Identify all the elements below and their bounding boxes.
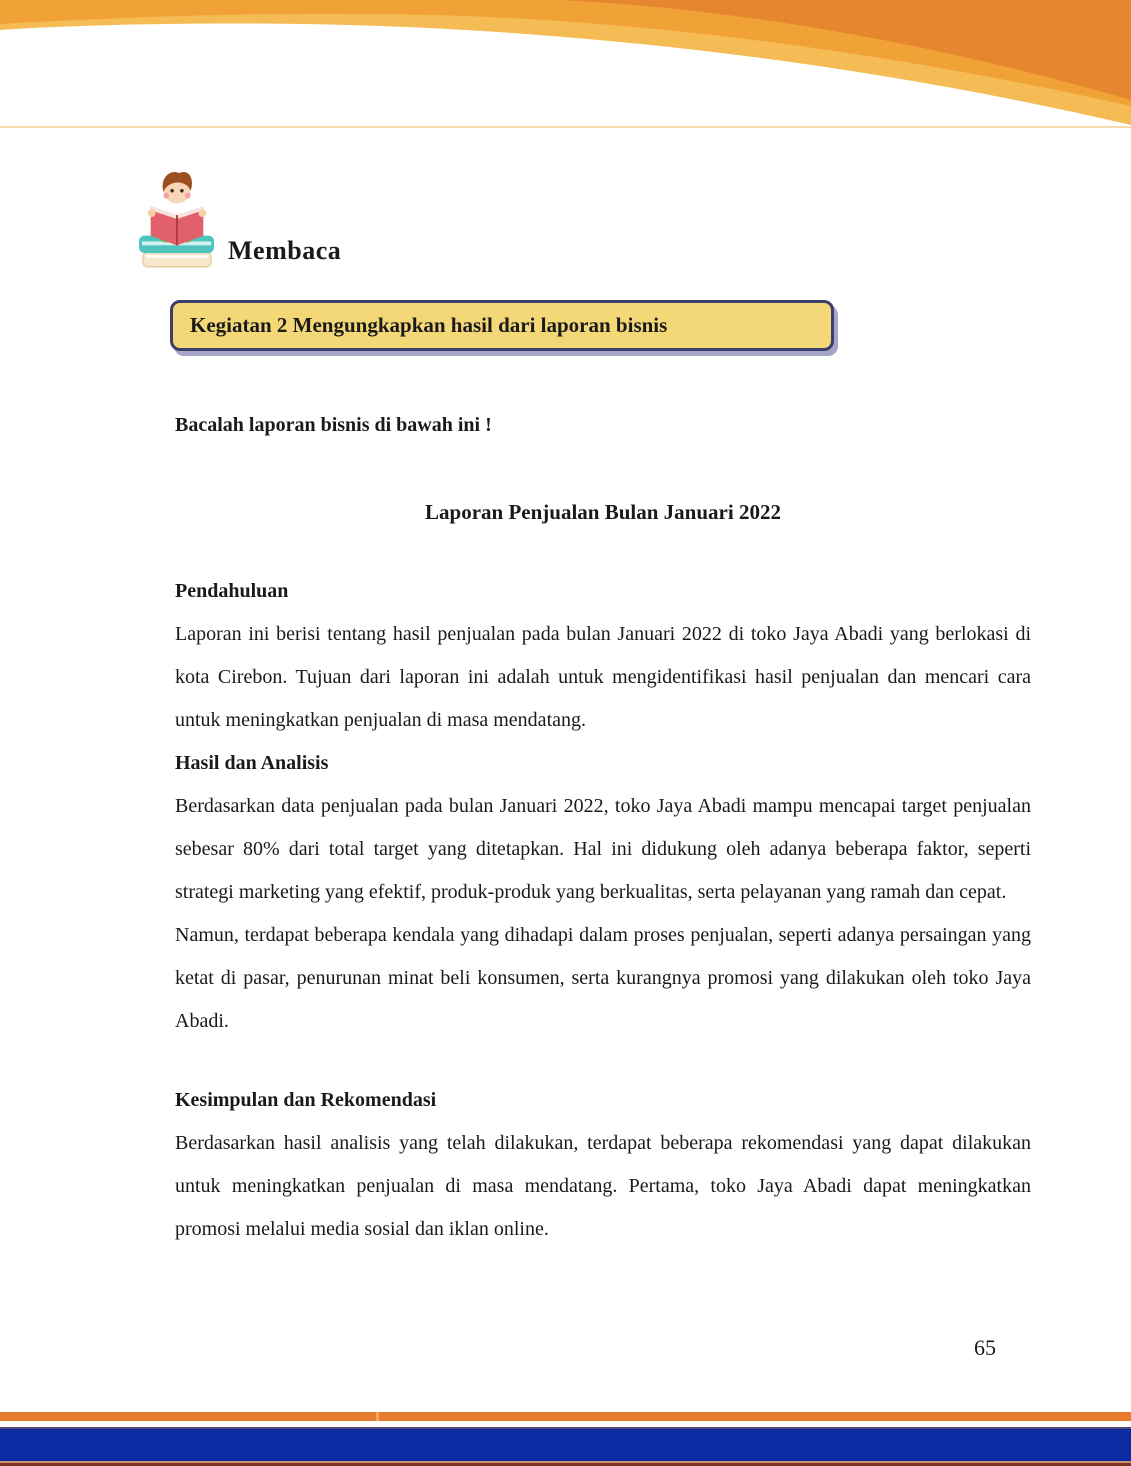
membaca-section-header [138,168,341,270]
section-heading: Kesimpulan dan Rekomendasi [175,1089,437,1111]
section-title: Membaca [228,236,342,265]
section-hasil-dan-analisis [175,742,1031,1043]
header-swoosh-graphic [0,0,1131,128]
page-number: 65 [974,1335,996,1360]
activity-banner-label: Kegiatan 2 Mengungkapkan hasil dari laporan bisnis [190,313,668,337]
section-pendahuluan [175,570,1031,742]
section-paragraph: Laporan ini berisi tentang hasil penjualan pada bulan Januari 2022 di toko Jaya Abadi yang berlokasi di kota Cirebon. Tujuan dari laporan ini adalah untuk mengidentifikasi hasil penjualan dan mencari cara untuk meningkatkan penjualan di masa mendatang. [175,623,1031,731]
header-divider-line [0,126,1131,128]
footer-blue-bar [0,1427,1131,1461]
child-reading-book-icon [138,168,216,270]
section-paragraph: Berdasarkan data penjualan pada bulan Januari 2022, toko Jaya Abadi mampu mencapai target penjualan sebesar 80% dari total target yang ditetapkan. Hal ini didukung oleh adanya beberapa faktor, seperti strategi marketing yang efektif, produk-produk yang berkualitas, serta pelayanan yang ramah dan cepat. [175,795,1031,903]
reading-instruction: Bacalah laporan bisnis di bawah ini ! [175,414,492,436]
section-heading: Hasil dan Analisis [175,752,329,774]
footer-orange-bar [0,1412,1131,1421]
section-paragraph: Berdasarkan hasil analisis yang telah dilakukan, terdapat beberapa rekomendasi yang dapat dilakukan untuk meningkatkan penjualan di masa mendatang. Pertama, toko Jaya Abadi dapat meningkatkan promosi melalui media sosial dan iklan online. [175,1132,1031,1240]
report-title: Laporan Penjualan Bulan Januari 2022 [425,500,781,524]
footer-orange-bar-divider [376,1412,379,1421]
report-body [175,404,1031,1251]
section-paragraph: Namun, terdapat beberapa kendala yang dihadapi dalam proses penjualan, seperti adanya persaingan yang ketat di pasar, penurunan minat beli konsumen, serta kurangnya promosi yang dilakukan oleh toko Jaya Abadi. [175,924,1031,1032]
section-kesimpulan-dan-rekomendasi [175,1079,1031,1251]
activity-banner [170,300,834,351]
section-heading: Pendahuluan [175,580,289,602]
